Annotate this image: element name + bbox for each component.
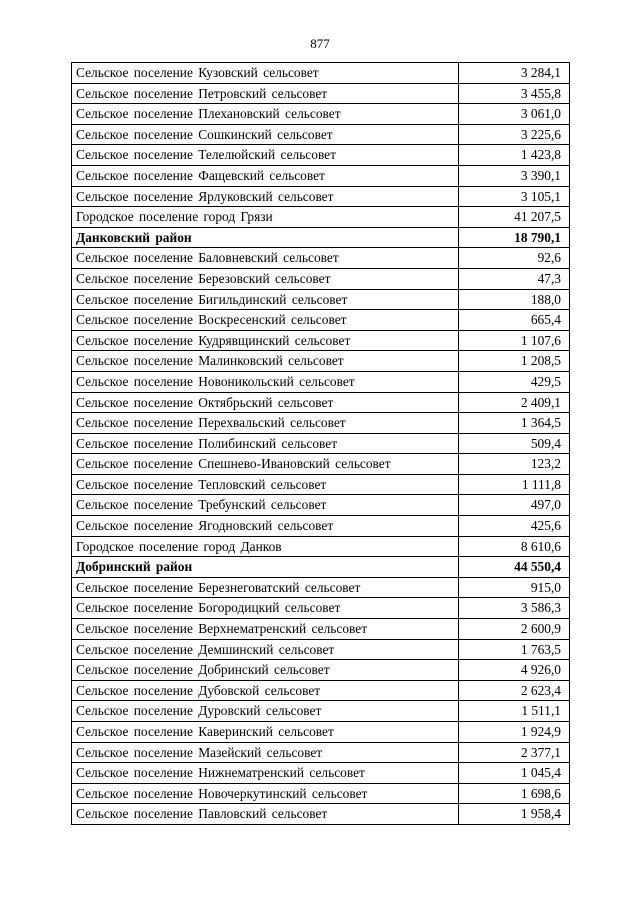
table-row — [72, 186, 570, 207]
amount-cell: 3 225,6 — [459, 124, 570, 145]
table-row — [72, 413, 570, 434]
table-row — [72, 83, 570, 104]
amount-cell: 92,6 — [459, 248, 570, 269]
table-row — [72, 248, 570, 269]
district-total-row — [72, 557, 570, 578]
settlement-name-cell: Сельское поселение Фащевский сельсовет — [72, 165, 459, 186]
settlement-name-cell: Сельское поселение Ярлуковский сельсовет — [72, 186, 459, 207]
settlement-name-cell: Сельское поселение Петровский сельсовет — [72, 83, 459, 104]
settlement-name-cell: Сельское поселение Октябрьский сельсовет — [72, 392, 459, 413]
table-row — [72, 330, 570, 351]
amount-cell: 3 105,1 — [459, 186, 570, 207]
amount-cell: 1 045,4 — [459, 763, 570, 784]
settlement-name-cell: Сельское поселение Малинковский сельсовет — [72, 351, 459, 372]
amount-cell: 3 284,1 — [459, 63, 570, 84]
amount-cell: 1 107,6 — [459, 330, 570, 351]
amount-cell: 4 926,0 — [459, 660, 570, 681]
settlement-name-cell: Сельское поселение Спешнево-Ивановский сельсовет — [72, 454, 459, 475]
settlement-name-cell: Сельское поселение Дубовской сельсовет — [72, 680, 459, 701]
district-name-cell: Добринский район — [72, 557, 459, 578]
settlement-name-cell: Сельское поселение Мазейский сельсовет — [72, 742, 459, 763]
amount-cell: 47,3 — [459, 268, 570, 289]
budget-table-body — [72, 63, 570, 825]
settlement-name-cell: Сельское поселение Верхнематренский сельсовет — [72, 619, 459, 640]
settlement-name-cell: Сельское поселение Дуровский сельсовет — [72, 701, 459, 722]
amount-cell: 8 610,6 — [459, 536, 570, 557]
amount-cell: 429,5 — [459, 371, 570, 392]
table-row — [72, 680, 570, 701]
table-row — [72, 495, 570, 516]
district-amount-cell: 44 550,4 — [459, 557, 570, 578]
amount-cell: 188,0 — [459, 289, 570, 310]
amount-cell: 1 364,5 — [459, 413, 570, 434]
budget-table — [71, 62, 570, 825]
table-row — [72, 124, 570, 145]
settlement-name-cell: Сельское поселение Сошкинский сельсовет — [72, 124, 459, 145]
amount-cell: 509,4 — [459, 433, 570, 454]
table-row — [72, 268, 570, 289]
table-row — [72, 763, 570, 784]
table-row — [72, 577, 570, 598]
settlement-name-cell: Городское поселение город Данков — [72, 536, 459, 557]
settlement-name-cell: Сельское поселение Кузовский сельсовет — [72, 63, 459, 84]
amount-cell: 2 377,1 — [459, 742, 570, 763]
settlement-name-cell: Сельское поселение Березовский сельсовет — [72, 268, 459, 289]
table-row — [72, 454, 570, 475]
table-row — [72, 598, 570, 619]
district-name-cell: Данковский район — [72, 227, 459, 248]
settlement-name-cell: Сельское поселение Богородицкий сельсовет — [72, 598, 459, 619]
amount-cell: 1 958,4 — [459, 804, 570, 825]
table-row — [72, 289, 570, 310]
table-row — [72, 474, 570, 495]
settlement-name-cell: Городское поселение город Грязи — [72, 207, 459, 228]
settlement-name-cell: Сельское поселение Полибинский сельсовет — [72, 433, 459, 454]
district-amount-cell: 18 790,1 — [459, 227, 570, 248]
settlement-name-cell: Сельское поселение Перехвальский сельсовет — [72, 413, 459, 434]
amount-cell: 3 586,3 — [459, 598, 570, 619]
amount-cell: 915,0 — [459, 577, 570, 598]
settlement-name-cell: Сельское поселение Телелюйский сельсовет — [72, 145, 459, 166]
settlement-name-cell: Сельское поселение Березнеговатский сельсовет — [72, 577, 459, 598]
settlement-name-cell: Сельское поселение Новоникольский сельсовет — [72, 371, 459, 392]
amount-cell: 2 600,9 — [459, 619, 570, 640]
district-total-row — [72, 227, 570, 248]
page-number: 877 — [310, 36, 330, 51]
amount-cell: 665,4 — [459, 310, 570, 331]
amount-cell: 3 390,1 — [459, 165, 570, 186]
settlement-name-cell: Сельское поселение Демшинский сельсовет — [72, 639, 459, 660]
settlement-name-cell: Сельское поселение Кудрявщинский сельсовет — [72, 330, 459, 351]
amount-cell: 425,6 — [459, 516, 570, 537]
table-row — [72, 433, 570, 454]
table-row — [72, 722, 570, 743]
settlement-name-cell: Сельское поселение Добринский сельсовет — [72, 660, 459, 681]
table-row — [72, 104, 570, 125]
settlement-name-cell: Сельское поселение Требунский сельсовет — [72, 495, 459, 516]
table-row — [72, 536, 570, 557]
settlement-name-cell: Сельское поселение Бигильдинский сельсовет — [72, 289, 459, 310]
table-row — [72, 619, 570, 640]
amount-cell: 1 111,8 — [459, 474, 570, 495]
settlement-name-cell: Сельское поселение Нижнематренский сельсовет — [72, 763, 459, 784]
amount-cell: 2 409,1 — [459, 392, 570, 413]
table-row — [72, 742, 570, 763]
settlement-name-cell: Сельское поселение Тепловский сельсовет — [72, 474, 459, 495]
table-row — [72, 145, 570, 166]
settlement-name-cell: Сельское поселение Ягодновский сельсовет — [72, 516, 459, 537]
settlement-name-cell: Сельское поселение Баловневский сельсовет — [72, 248, 459, 269]
amount-cell: 41 207,5 — [459, 207, 570, 228]
amount-cell: 1 423,8 — [459, 145, 570, 166]
amount-cell: 123,2 — [459, 454, 570, 475]
amount-cell: 3 455,8 — [459, 83, 570, 104]
table-row — [72, 310, 570, 331]
amount-cell: 1 208,5 — [459, 351, 570, 372]
table-row — [72, 207, 570, 228]
settlement-name-cell: Сельское поселение Павловский сельсовет — [72, 804, 459, 825]
table-row — [72, 392, 570, 413]
settlement-name-cell: Сельское поселение Новочеркутинский сельсовет — [72, 783, 459, 804]
table-row — [72, 516, 570, 537]
settlement-name-cell: Сельское поселение Плехановский сельсовет — [72, 104, 459, 125]
amount-cell: 1 924,9 — [459, 722, 570, 743]
amount-cell: 1 511,1 — [459, 701, 570, 722]
table-row — [72, 63, 570, 84]
table-row — [72, 371, 570, 392]
table-row — [72, 701, 570, 722]
table-row — [72, 351, 570, 372]
table-row — [72, 783, 570, 804]
settlement-name-cell: Сельское поселение Воскресенский сельсовет — [72, 310, 459, 331]
table-row — [72, 804, 570, 825]
amount-cell: 1 763,5 — [459, 639, 570, 660]
amount-cell: 3 061,0 — [459, 104, 570, 125]
amount-cell: 497,0 — [459, 495, 570, 516]
table-row — [72, 639, 570, 660]
amount-cell: 2 623,4 — [459, 680, 570, 701]
settlement-name-cell: Сельское поселение Каверинский сельсовет — [72, 722, 459, 743]
table-row — [72, 660, 570, 681]
table-row — [72, 165, 570, 186]
amount-cell: 1 698,6 — [459, 783, 570, 804]
